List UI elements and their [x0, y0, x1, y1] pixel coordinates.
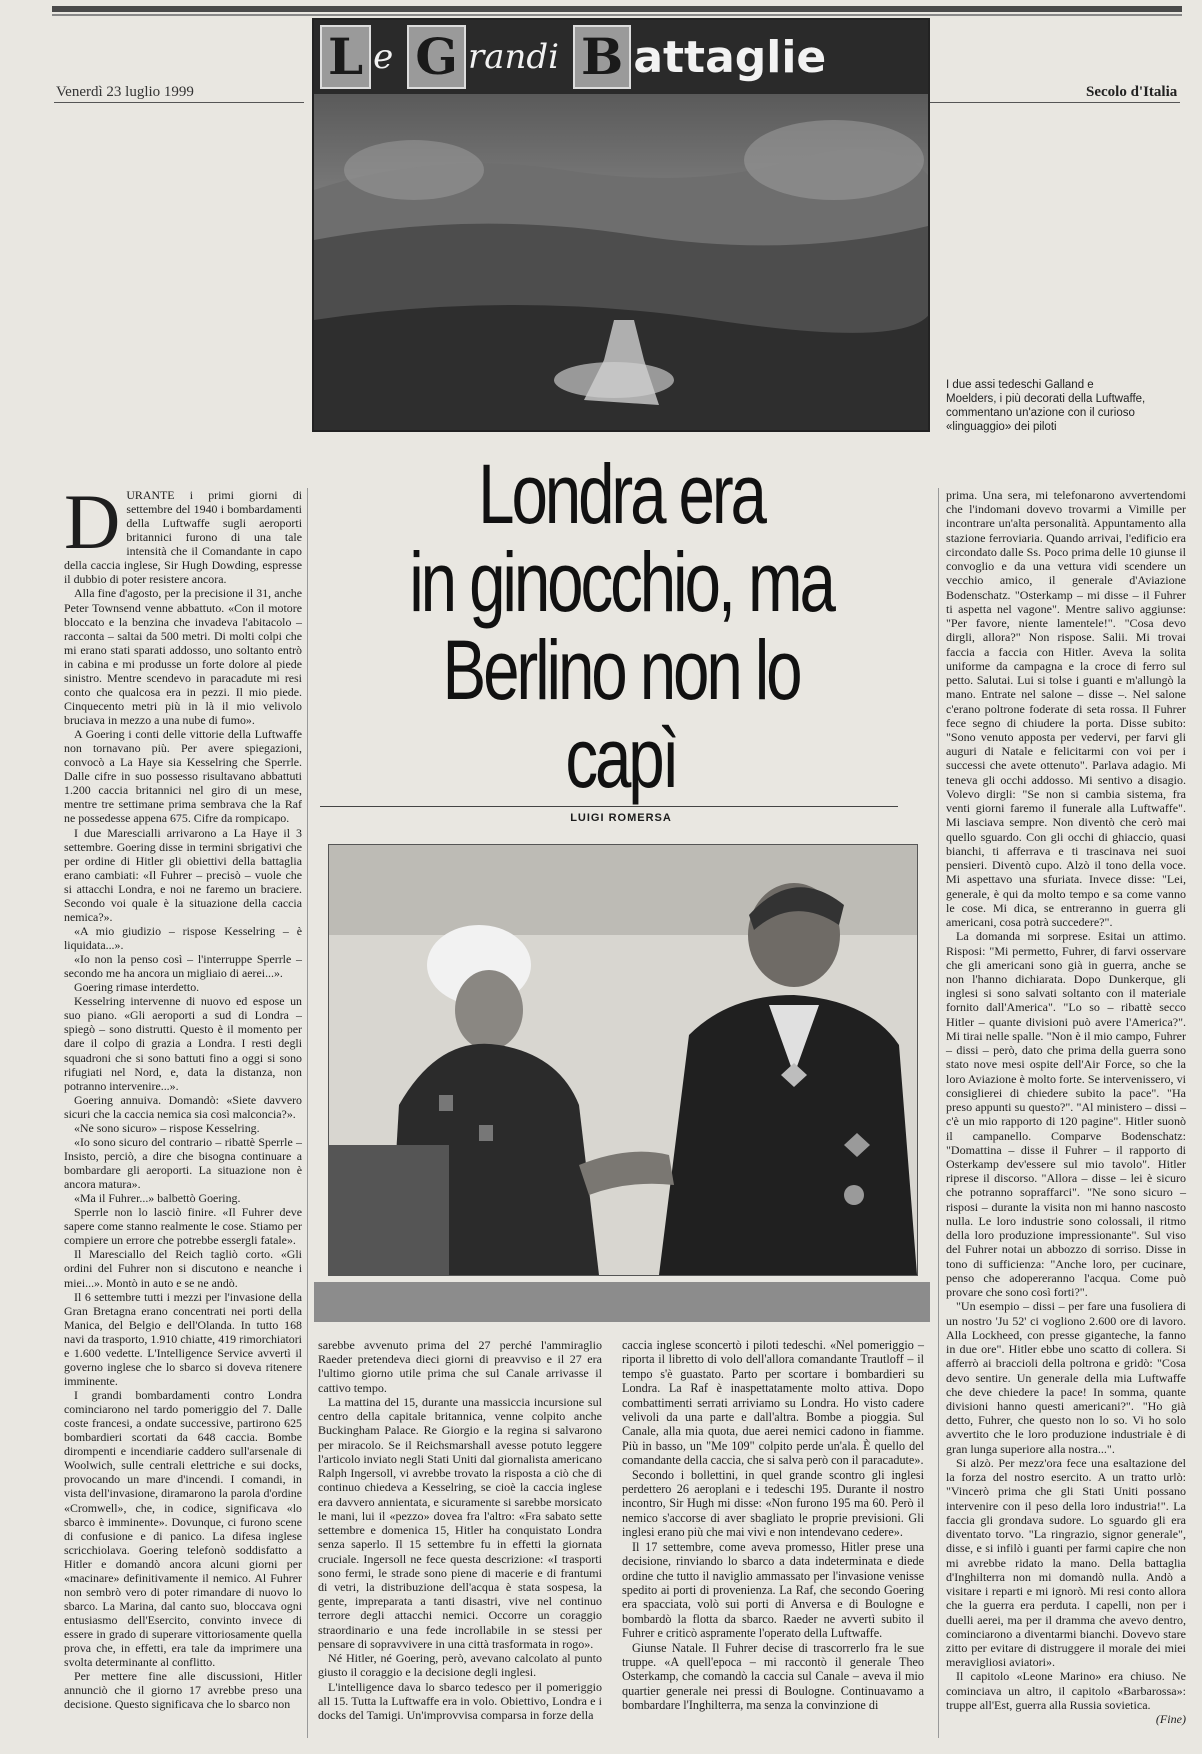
article-column-3 [622, 1338, 924, 1713]
paragraph: Goering rimase interdetto. [74, 980, 200, 995]
paragraph: Il Maresciallo del Reich tagliò corto. «Gli ordini del Fuhrer non si discutono e neanche i miei...». Montò in auto e se ne andò. [64, 1247, 302, 1290]
publication-name: Secolo d'Italia [1086, 84, 1178, 100]
photo-frame-strip [314, 1282, 930, 1322]
paragraph: Alla fine d'agosto, per la precisione il 31, anche Peter Townsend venne abbattuto. «Con il motore bloccato e la benzina che invadeva l'abitacolo – racconta – saltai da 500 metri. Di molti colpi che mi erano stati sparati addosso, uno soltanto entrò in cabina e mi produsse un forte dolore al piede sinistro. Mentre scendevo in paracadute mi resi conto che qualcosa era in pezzi. Il mio piede. Cinquecento metri più in là il mio velivolo bruciava in mezzo a una nube di fumo». [64, 586, 302, 727]
paragraph: "Un esempio – dissi – per fare una fusoliera di un nostro 'Ju 52' ci vogliono 2.600 ore di lavoro. Alla Lockheed, con presse giganteche, la fanno in due ore". Hitler ebbe uno scatto di collera. Si afferrò ai braccioli della poltrona e gridò: "Cosa devo sentire. Un generale della mia Luftwaffe che deve chiedere la pace! In somma, quante divisioni hanno questi americani?". "Ho già detto, Fuhrer, che questo non lo so. Vi ho solo avvertito che le loro produzione industriale è di gran lunga superiore alla nostra...". [946, 1299, 1186, 1456]
paragraph: «Ne sono sicuro» – rispose Kesselring. [74, 1120, 260, 1135]
lead-paragraph: DURANTE i primi giorni di settembre del 1940 i bombardamenti della Luftwaffe sugli aeroporti britannici furono di una tale intensità che il Comandante in capo della caccia inglese, Sir Hugh Dowding, espresse il dubbio di poter resistere ancora. [64, 478, 302, 587]
masthead-rule-left [54, 102, 304, 103]
paragraph: Kesselring intervenne di nuovo ed espose un suo piano. «Gli aeroporti a sud di Londra – spiegò – sono distrutti. Questo è il momento per dare il colpo di grazia a Londra. I resti degli squadroni che si sono battuti fino a oggi si sono rifugiati nel Nord, e, data la distanza, non potranno intervenire...». [64, 994, 302, 1093]
paragraph: A Goering i conti delle vittorie della Luftwaffe non tornavano più. Per avere spiegazioni, convocò a La Haye sia Kesselring che Sperrle. Dalle cifre in suo possesso risultavano abbattuti 1.200 caccia britannici nel giro di un mese, mentre tre settimane prima sembrava che la Raf ne possedesse appena 675. Cifre da rompicapo. [64, 727, 302, 826]
series-word-2: G randi [407, 25, 559, 89]
paragraph: Il capitolo «Leone Marino» era chiuso. Ne cominciava un altro, il capitolo «Barbarossa»: truppe all'Est, guerra alla Russia sovietica. [946, 1669, 1186, 1712]
paragraph: Si alzò. Per mezz'ora fece una esaltazione del la forza del nostro esercito. A un tratto urlò: "Vincerò prima che gli Stati Uniti possano intervenire con il peso della loro industria!". La faccia gli grondava sudore. Lo sguardo gli era diventato torvo. "La ringrazio, signor generale", disse, e si infilò i guanti per farmi capire che non mi avrebbe ridato la mano. Della battaglia d'Inghilterra non mi domandò nulla. Andò a visitare i reparti e mi ignorò. Mi resi conto allora che la guerra era perduta. I capelli, non per i duelli aerei, ma per il dramma che avevo dentro, cominciarono a diventarmi bianchi. Dovevo stare zitto per evitare di distruggere il morale dei miei meravigliosi aviatori». [946, 1455, 1186, 1670]
paragraph: «Io sono sicuro del contrario – ribattè Sperrle – Insisto, perciò, a dire che bisogna continuare a bombardare gli aeroporti. La situazione non è ancora matura». [64, 1134, 302, 1192]
series-title [320, 24, 840, 90]
photo-caption: I due assi tedeschi Galland e Moelders, i più decorati della Luftwaffe, commentano un'azione con il curioso «linguaggio» dei piloti [946, 379, 1146, 433]
headline-line-3: Berlino non lo capì [442, 623, 800, 805]
headline-line-1: Londra era [478, 447, 764, 541]
column-divider-right [938, 488, 939, 1738]
paragraph: La domanda mi sorprese. Esitai un attimo. Risposi: "Mi permetto, Fuhrer, di farvi osservare che gli americani sono già in guerra, anche se non l'hanno dichiarata. Dopo Dunkerque, gli inglesi si sono salvati soltanto con il materiale fornito dall'America". "Lo so – ribattè secco Hitler – quante divisioni può avere l'America?". Mi tirai nelle spalle. "Non è il mio campo, Fuhrer – dissi – però, dato che prima della guerra sono stato nove mesi ospite dell'Air Force, so che la loro Aviazione è molto forte. Se intervenissero, vi consiglierei di chiedere subito la pace". "Ha preso appunti su questo?". "Al ministero – dissi – c'è un mio rapporto di 120 pagine". Hitler suonò il campanello. Comparve Bodenschatz: "Domattina – disse il Fuhrer – il rapporto di Osterkamp dev'essere sul mio tavolo". Hitler riprese il discorso. "Allora – disse – lei è sicuro che potranno sopraffarci". "Ne sono sicuro – risposi – durante la visita non mi hanno nascosto nulla. Le loro industrie sono colossali, il ritmo della loro produzione impressionante". Sul viso del Fuhrer notai un abbozzo di sorriso. Disse in tono di sufficienza: "Anche loro, per cucinare, penso che adopereranno l'acqua. Come può provare che sono così forti?". [946, 929, 1186, 1300]
column-divider-left [307, 488, 308, 1738]
paragraph: «A mio giudizio – rispose Kesselring – è liquidata...». [64, 923, 302, 952]
top-rule-thin [52, 14, 1182, 16]
paragraph: sarebbe avvenuto prima del 27 perché l'ammiraglio Raeder pretendeva dieci giorni di preavviso e il 27 era l'ultimo giorno utile prima che sul Canale arrivasse il cattivo tempo. [318, 1338, 602, 1395]
paragraph: Giunse Natale. Il Fuhrer decise di trascorrerlo fra le sue truppe. «A quell'epoca – mi raccontò il generale Theo Osterkamp, che comandò la caccia sul Canale – aveva il mio quartier generale nei pressi di Boulogne. Continuavamo a bombardare l'Inghilterra, ma senza la convinzione di [622, 1640, 924, 1713]
article-column-4 [946, 488, 1186, 1726]
pilots-photo [328, 844, 918, 1276]
paragraph: Goering annuiva. Domandò: «Siete davvero sicuri che la caccia nemica sia così malconcia?». [64, 1092, 302, 1121]
paragraph: «Ma il Fuhrer...» balbettò Goering. [74, 1191, 241, 1206]
paragraph: I grandi bombardamenti contro Londra cominciarono nel tardo pomeriggio del 7. Dalle coste francesi, a ondate successive, partirono 625 bombardieri scortati da 648 caccia. Bombe dirompenti e incendiarie caddero sull'arsenale di Woolwich, sulle centrali elettriche e sui docks, provocando un mare d'incendi. I comandi, in vista dell'invasione, diramarono la parola d'ordine «Cromwell», che, in codice, significava «lo sbarco è imminente». Dovunque, ci furono scene di confusione e di panico. La difesa inglese scricchiolava. Goering telefonò soddisfatto a Hitler e domandò ancora alcuni giorni per «macinare» definitivamente il nemico. Al Fuhrer non sembrò vero di poter rimandare di nuovo lo sbarco. La Marina, dal canto suo, bloccava ogni entusiasmo dell'Esercito, convinto invece di essere in grado di superare vittoriosamente quella prova che, in effetti, era tale da imprimere una svolta determinante al conflitto. [64, 1388, 302, 1670]
paragraph: Il 17 settembre, come aveva promesso, Hitler prese una decisione, rinviando lo sbarco a data indeterminata e diede ordine che tutto il naviglio ammassato per l'invasione venisse spedito ai porti di provenienza. La Raf, che secondo Goering era spacciata, volò sui porti di Anversa e di Boulogne e bombardò la flotta da sbarco. Raeder ne avvertì subito il Fuhrer e criticò aspramente l'operato della Luftwaffe. [622, 1539, 924, 1641]
series-word-3: B attaglie [573, 25, 826, 89]
paragraph: caccia inglese sconcertò i piloti tedeschi. «Nel pomeriggio – riporta il libretto di volo dell'allora comandante Trautloff – il tempo s'è guastato. Parto per scortare i bombardieri su Londra. La Raf è inaspettatamente molto attiva. Dopo combattimenti serrati arriviamo su Londra. Ho visto cadere velivoli da una parte e dall'altra. Bombe a pioggia. Sul Canale, alla mia quota, due aerei nemici cadono in fiamme. Più in basso, un "Me 109" colpito perde un'ala. È quello del comandante della caccia, che si salva però con il paracadute». [622, 1338, 924, 1468]
paragraph: I due Marescialli arrivarono a La Haye il 3 settembre. Goering disse in termini sbrigativi che per ordine di Hitler gli obiettivi della battaglia erano cambiati: «Il Fuhrer – precisò – vuole che si attacchi Londra, e noi ne faremo un braciere. Secondo voi quale è la situazione della caccia nemica?». [64, 825, 302, 924]
paragraph: La mattina del 15, durante una massiccia incursione sul centro della capitale britannica, venne colpito anche Buckingham Palace. Re Giorgio e la regina si salvarono per miracolo. Se il Reichsmarshall avesse potuto leggere l'articolo inviato negli Stati Uniti dal giornalista americano Ralph Ingersoll, vi avrebbe trovato la risposta a ciò che di continuo chiedeva a Kesselring, se cioè la caccia inglese era davvero annientata, e sicuramente si sarebbe morsicato le mani, lui il «pezzo» dovea fra l'altro: «Fra sabato sette settembre e domenica 15, Hitler ha conquistato Londra senza saperlo. Il 15 settembre fu in effetti la giornata cruciale. Ingersoll ne fece questa descrizione: «I trasporti sono fermi, le strade sono piene di macerie e di frantumi di vetri, la distribuzione dell'acqua è stata sospesa, la gente, impreparata a tanti disastri, vive nel continuo terrore degli attacchi nemici. Occorre un coraggio straordinario e una fede incrollabile in se stessi per pensare di sopravvivere in una città trasformata in rogo». [318, 1394, 602, 1651]
top-rule [52, 6, 1182, 12]
end-mark: (Fine) [1155, 1712, 1186, 1727]
series-word-1: L e [320, 25, 393, 89]
article-column-2 [318, 1338, 602, 1722]
paragraph: «Io non la penso così – l'interruppe Sperrle – secondo me ha ancora un migliaio di aerei...». [64, 952, 302, 981]
paragraph: Secondo i bollettini, in quel grande scontro gli inglesi perdettero 26 aeroplani e i tedeschi 195. Durante il nostro incontro, Sir Hugh mi disse: «Non furono 195 ma 60. Però il nemico s'accorse di aver sbagliato le proprie previsioni. Gli inglesi erano più che mai vivi e non intendevano cedere». [622, 1467, 924, 1540]
byline-rule [320, 806, 898, 807]
paragraph: Il 6 settembre tutti i mezzi per l'invasione della Gran Bretagna erano concentrati nei porti della Manica, del Belgio e dell'Olanda. In tutto 168 navi da trasporto, 1.910 chiatte, 419 rimorchiatori e 1.600 vedette. L'Intelligence Service avvertì il governo inglese che lo sbarco si doveva ritenere imminente. [64, 1289, 302, 1388]
paragraph: Né Hitler, né Goering, però, avevano calcolato al punto giusto il coraggio e la decisione degli inglesi. [318, 1651, 602, 1680]
paragraph: Per mettere fine alle discussioni, Hitler annunciò che il giorno 17 avrebbe preso una decisione. Questo significava che lo sbarco non [64, 1669, 302, 1712]
masthead-rule-right [930, 102, 1180, 103]
paragraph: Sperrle non lo lasciò finire. «Il Fuhrer deve sapere come stanno realmente le cose. Stiamo per compiere un errore che potrebbe essergli fatale». [64, 1205, 302, 1248]
pilots-photo-graphic [329, 845, 917, 1275]
byline: LUIGI ROMERSA [570, 812, 672, 824]
paragraph: L'intelligence dava lo sbarco tedesco per il pomeriggio all 15. Tutta la Luftwaffe era in volo. Obiettivo, Londra e i docks del Tamigi. Un'improvvisa comparsa in forze della [318, 1679, 602, 1723]
paragraph: prima. Una sera, mi telefonarono avvertendomi che l'indomani dovevo trovarmi a Vimille per incontrare un'alta personalità. Appuntamento alla stazione ferroviaria. Quando arrivai, l'edificio era circondato dalle Ss. Poco prima delle 10 giunse il convoglio e da una vettura vidi scendere un vecchio amico, il generale d'Aviazione Bodenschatz. "Osterkamp – mi disse – il Fuhrer ti aspetta nel vagone". Mentre salivo aggiunse: "Per favore, niente lamentele!". "Cosa devo dirgli, allora?" Non rispose. Salii. Mi trovai faccia a faccia con Hitler. Aveva la solita uniforme da campagna e la croce di ferro sul petto. Salutai. Lui si tolse i guanti e m'allungò la mano. Entrate nel salone – disse –. Nel salone c'erano poltrone foderate di seta rossa. Il Fuhrer fece segno di chiudere la porta. Disse subito: "Sono venuto apposta per vedervi, per farvi gli auguri di Natale e felicitarmi con voi per i successi che avete ottenuto". Parlava adagio. Mi teneva gli occhi addosso. Mi sentivo a disagio. Volevo dirgli: "Se non si cambia sistema, fra venti giorni faremo il funerale alla Luftwaffe". Mi lasciava sempre. Non diventò che cerò mai quello sguardo. Con gli occhi di ghiaccio, quasi bianchi, ti afferrava e ti trascinava nei suoi pensieri. Diventò cupo. Alzò il tono della voce. Mi aspettavo una sfuriata. Invece disse: "Lei, generale, è qui da molto tempo e sa come vanno le cose. Mi dica, se entreranno in guerra gli americani, cosa potrà succedere?". [946, 488, 1186, 930]
article-column-1 [64, 478, 302, 1712]
headline-line-2: in ginocchio, ma [409, 535, 833, 629]
headline [380, 447, 862, 805]
drop-cap: D [64, 478, 121, 565]
issue-date: Venerdì 23 luglio 1999 [56, 84, 194, 100]
battle-illustration [312, 18, 930, 432]
